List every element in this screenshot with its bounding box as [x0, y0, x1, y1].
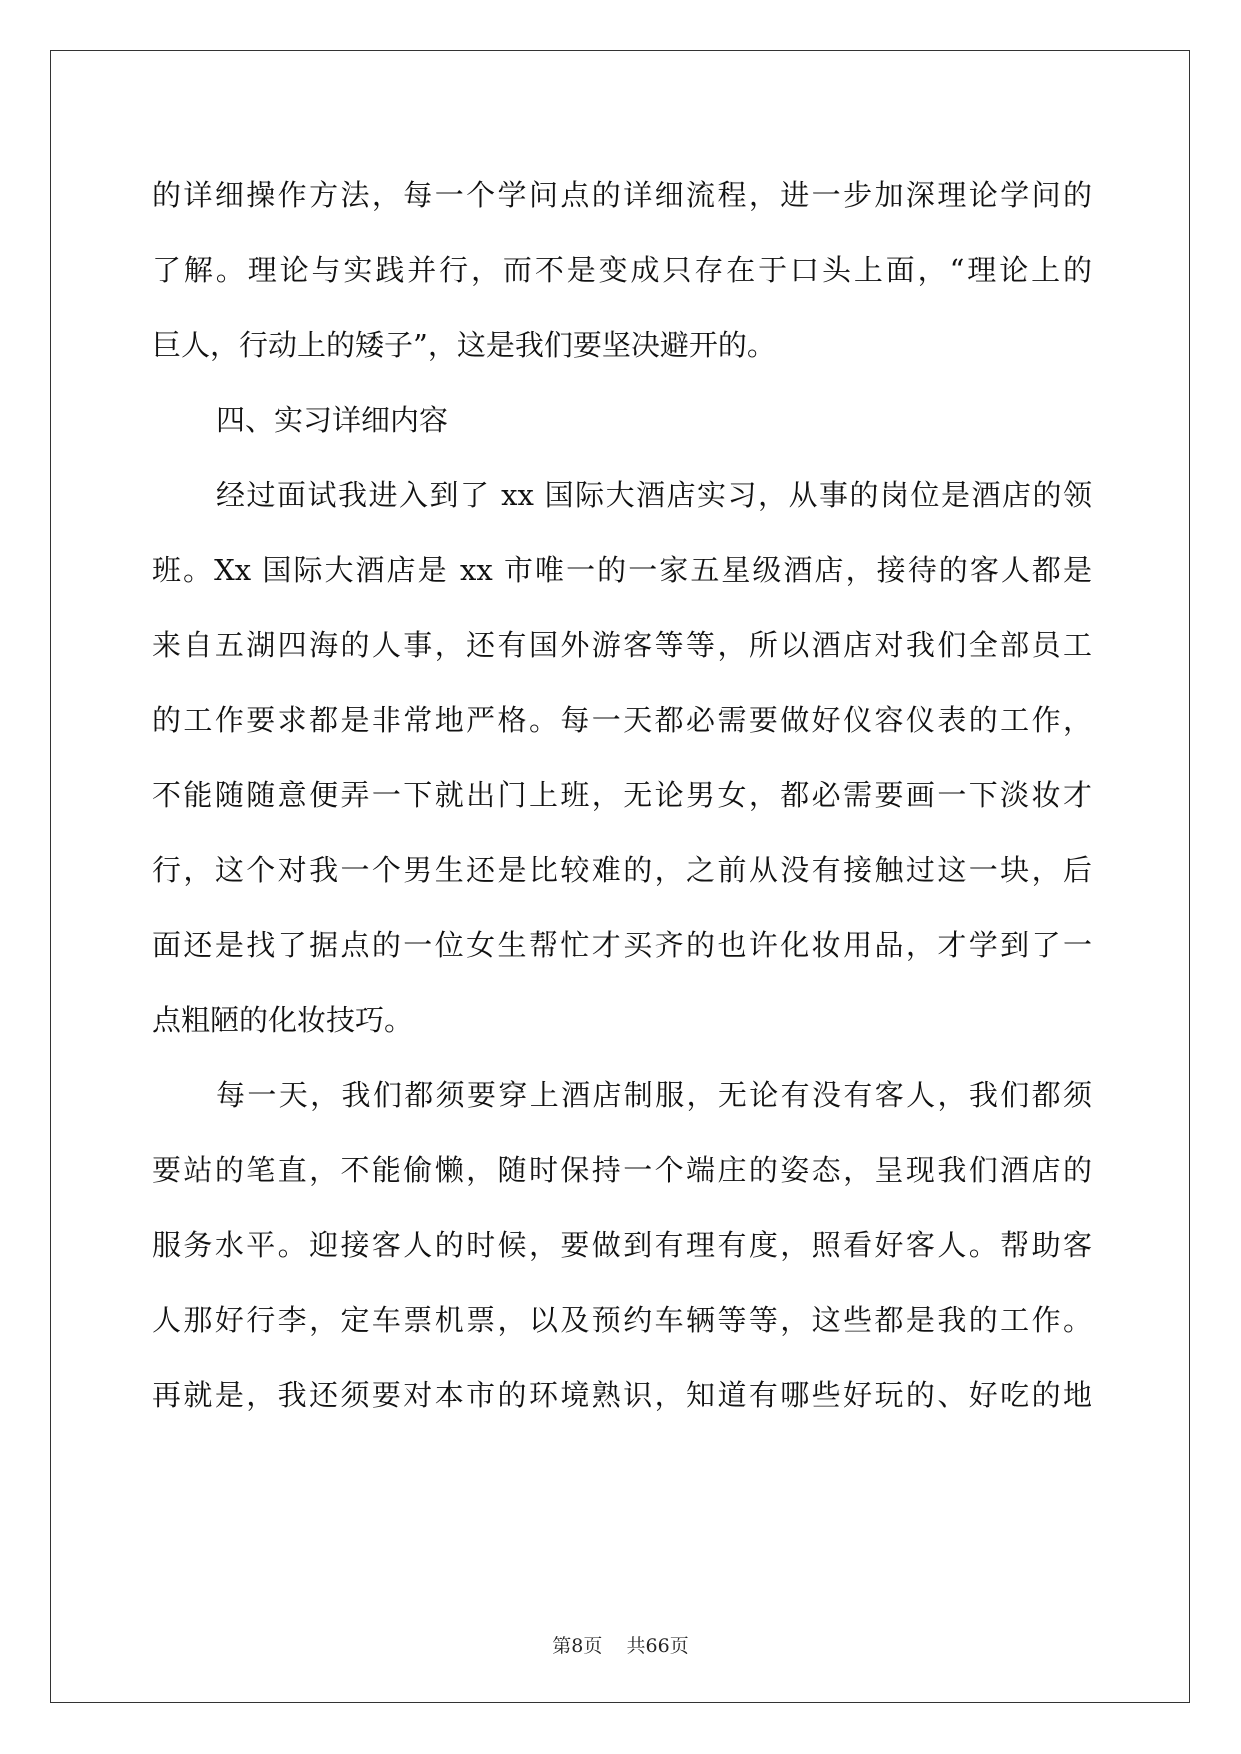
text-line: 行，这个对我一个男生还是比较难的，之前从没有接触过这一块，后: [152, 853, 1092, 887]
text-line: 了解。理论与实践并行，而不是变成只存在于口头上面，“理论上的: [152, 253, 1092, 287]
text-line: 服务水平。迎接客人的时候，要做到有理有度，照看好客人。帮助客: [152, 1228, 1092, 1262]
text-line: 人那好行李，定车票机票，以及预约车辆等等，这些都是我的工作。: [152, 1303, 1092, 1337]
total-label-suffix: 页: [669, 1635, 689, 1657]
text-line: 每一天，我们都须要穿上酒店制服，无论有没有客人，我们都须: [216, 1078, 1092, 1112]
text-line: 巨人，行动上的矮子”，这是我们要坚决避开的。: [152, 328, 776, 362]
text-line: 点粗陋的化妆技巧。: [152, 1003, 414, 1037]
text-line: 班。Xx 国际大酒店是 xx 市唯一的一家五星级酒店，接待的客人都是: [152, 553, 1092, 587]
text-line: 的工作要求都是非常地严格。每一天都必需要做好仪容仪表的工作，: [152, 703, 1092, 737]
section-heading: 四、实习详细内容: [216, 403, 449, 437]
text-line: 的详细操作方法，每一个学问点的详细流程，进一步加深理论学问的: [152, 178, 1092, 212]
document-body: [152, 158, 1092, 1433]
current-page-number: 8: [571, 1635, 584, 1657]
text-line: 面还是找了据点的一位女生帮忙才买齐的也许化妆用品，才学到了一: [152, 928, 1092, 962]
total-pages-number: 66: [645, 1635, 670, 1657]
text-line: 要站的笔直，不能偷懒，随时保持一个端庄的姿态，呈现我们酒店的: [152, 1153, 1092, 1187]
page-label-prefix: 第: [552, 1635, 572, 1657]
page-footer: [0, 1634, 1241, 1658]
text-line: 再就是，我还须要对本市的环境熟识，知道有哪些好玩的、好吃的地: [152, 1378, 1092, 1412]
text-line: 不能随随意便弄一下就出门上班，无论男女，都必需要画一下淡妆才: [152, 778, 1092, 812]
page-label-suffix: 页: [583, 1635, 603, 1657]
total-label-prefix: 共: [626, 1635, 646, 1657]
text-line: 来自五湖四海的人事，还有国外游客等等，所以酒店对我们全部员工: [152, 628, 1092, 662]
text-line: 经过面试我进入到了 xx 国际大酒店实习，从事的岗位是酒店的领: [216, 478, 1092, 512]
